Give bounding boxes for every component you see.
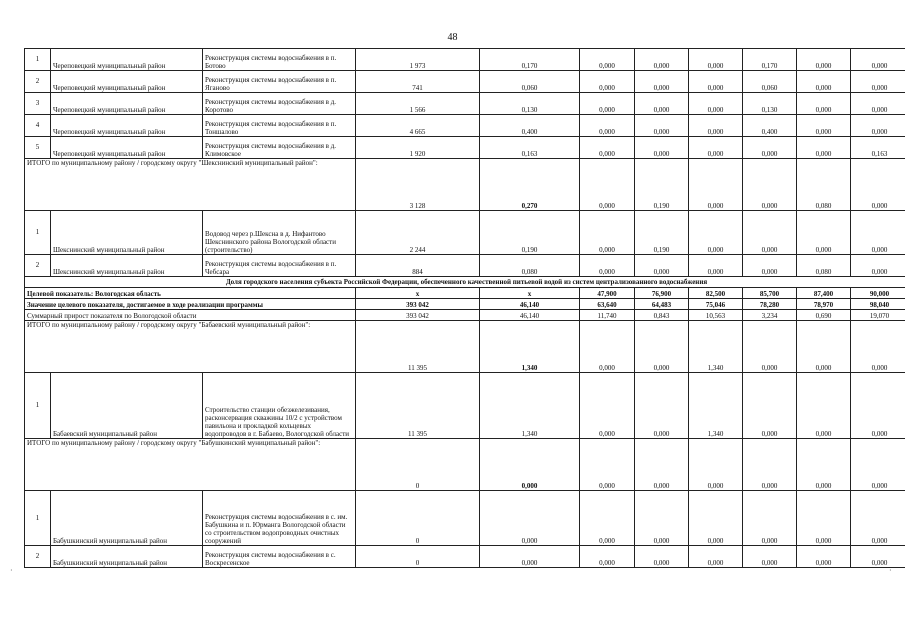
value-cell: 0,000 [797,71,851,93]
row-number: 1 [25,211,51,255]
table-row [25,49,905,71]
value-cell: 393 042 [356,310,480,321]
table-row [25,321,905,373]
table-row [25,373,905,439]
value-cell: 0,000 [797,115,851,137]
value-cell: 0,080 [797,255,851,277]
value-cell: 0,130 [480,93,580,115]
value-cell: 0,000 [689,137,743,159]
value-cell: 0,000 [797,546,851,568]
page-number: 48 [447,32,458,43]
table-row [25,255,905,277]
value-cell: 1 973 [356,49,480,71]
table-body [25,49,905,568]
value-cell: 0 [356,491,480,546]
value-cell: 0,000 [689,49,743,71]
value-cell: 0,000 [635,255,689,277]
table-row [25,491,905,546]
value-cell: 1 566 [356,93,480,115]
section-heading: Доля городского населения субъекта Российской Федерации, обеспеченного качественной питьевой водой из систем централизованного водоснабжения [25,277,905,288]
value-cell: 0,000 [635,93,689,115]
work-description-cell: Строительство станции обезжелезивания, расконсервация скважины 10/2 с устройством павильона и прокладкой кольцевых водопроводов в г. Бабаево, Вологодской области [203,373,356,439]
value-cell: x [356,288,480,299]
value-cell: 0,000 [743,546,797,568]
value-cell: 0,170 [480,49,580,71]
value-cell: 0,060 [743,71,797,93]
value-cell: 0,000 [689,255,743,277]
value-cell: 90,000 [851,288,905,299]
work-description-cell: Водовод через р.Шексна в д. Нифантово Шекснинского района Вологодской области (строительство) [203,211,356,255]
table-row [25,277,905,288]
value-cell: 0,000 [580,93,635,115]
value-cell: x [480,288,580,299]
table-row [25,439,905,491]
value-cell: 0,000 [635,137,689,159]
work-description-cell: Реконструкция системы водоснабжения в д. Климовское [203,137,356,159]
value-cell: 0,000 [635,373,689,439]
table-row [25,299,905,310]
row-number: 3 [25,93,51,115]
value-cell: 0,080 [797,159,851,211]
work-description-cell: Реконструкция системы водоснабжения в с. им. Бабушкина и п. Юрманга Вологодской области со строительством водопроводных очистных сооружений [203,491,356,546]
value-cell: 47,900 [580,288,635,299]
value-cell: 0,000 [635,439,689,491]
value-cell: 0,000 [743,439,797,491]
value-cell: 0,000 [689,439,743,491]
row-number: 2 [25,546,51,568]
value-cell: 0,000 [743,159,797,211]
district-cell: Череповецкий муниципальный район [51,137,203,159]
value-cell: 1,340 [480,373,580,439]
value-cell: 0,400 [743,115,797,137]
table-row [25,115,905,137]
value-cell: 0,060 [480,71,580,93]
value-cell: 78,970 [797,299,851,310]
table-row [25,93,905,115]
table-row [25,71,905,93]
value-cell: 0,000 [851,71,905,93]
district-cell: Череповецкий муниципальный район [51,49,203,71]
value-cell: 0,000 [797,137,851,159]
value-cell: 0,000 [480,546,580,568]
district-cell: Бабаевский муниципальный район [51,373,203,439]
work-description-cell: Реконструкция системы водоснабжения в д. Коротово [203,93,356,115]
value-cell: 76,900 [635,288,689,299]
edge-mark-right: · [889,566,892,575]
summary-label: Значение целевого показателя, достигаемое в ходе реализации программы [25,299,356,310]
value-cell: 0,000 [480,439,580,491]
table-row [25,546,905,568]
value-cell: 82,500 [689,288,743,299]
value-cell: 0,000 [580,546,635,568]
value-cell: 0,130 [743,93,797,115]
row-number: 2 [25,71,51,93]
value-cell: 0,163 [480,137,580,159]
row-number: 1 [25,49,51,71]
value-cell: 46,140 [480,299,580,310]
value-cell: 0,170 [743,49,797,71]
value-cell: 46,140 [480,310,580,321]
value-cell: 0,000 [689,211,743,255]
district-cell: Череповецкий муниципальный район [51,115,203,137]
value-cell: 741 [356,71,480,93]
value-cell: 0,000 [743,373,797,439]
value-cell: 75,046 [689,299,743,310]
work-description-cell: Реконструкция системы водоснабжения в п. Ботово [203,49,356,71]
value-cell: 0,000 [635,115,689,137]
district-cell: Бабушкинский муниципальный район [51,546,203,568]
value-cell: 0,000 [851,491,905,546]
district-cell: Шекснинский муниципальный район [51,255,203,277]
value-cell: 884 [356,255,480,277]
district-cell: Шекснинский муниципальный район [51,211,203,255]
value-cell: 0,000 [580,71,635,93]
row-number: 5 [25,137,51,159]
value-cell: 0,000 [743,211,797,255]
value-cell: 0,000 [689,71,743,93]
value-cell: 0,000 [580,439,635,491]
water-supply-table [24,48,905,568]
value-cell: 19,070 [851,310,905,321]
value-cell: 0,163 [851,137,905,159]
district-cell: Череповецкий муниципальный район [51,93,203,115]
value-cell: 1 920 [356,137,480,159]
value-cell: 0,000 [797,93,851,115]
value-cell: 11 395 [356,321,480,373]
value-cell: 0,000 [851,255,905,277]
table-row [25,211,905,255]
value-cell: 0,000 [635,321,689,373]
value-cell: 0,000 [635,491,689,546]
value-cell: 0,000 [580,49,635,71]
value-cell: 0,000 [635,71,689,93]
value-cell: 0,000 [743,321,797,373]
value-cell: 0,000 [635,49,689,71]
value-cell: 0,080 [480,255,580,277]
value-cell: 0,000 [580,159,635,211]
value-cell: 0,000 [580,321,635,373]
summary-label: Целевой показатель: Вологодская область [25,288,356,299]
district-cell: Череповецкий муниципальный район [51,71,203,93]
value-cell: 11,740 [580,310,635,321]
value-cell: 0,000 [797,321,851,373]
value-cell: 85,700 [743,288,797,299]
value-cell: 0,000 [743,491,797,546]
value-cell: 98,040 [851,299,905,310]
value-cell: 0,000 [851,439,905,491]
value-cell: 1,340 [480,321,580,373]
value-cell: 0,000 [689,93,743,115]
value-cell: 0,000 [797,491,851,546]
value-cell: 0,000 [580,137,635,159]
table-row [25,159,905,211]
value-cell: 0,000 [480,491,580,546]
table-row [25,310,905,321]
edge-mark-left: · [10,566,13,575]
value-cell: 0,690 [797,310,851,321]
value-cell: 0,000 [580,115,635,137]
value-cell: 0,400 [480,115,580,137]
value-cell: 0,000 [580,211,635,255]
value-cell: 0,000 [743,137,797,159]
value-cell: 0,000 [851,93,905,115]
value-cell: 2 244 [356,211,480,255]
value-cell: 0 [356,439,480,491]
value-cell: 11 395 [356,373,480,439]
value-cell: 0,000 [851,321,905,373]
value-cell: 0,000 [580,255,635,277]
value-cell: 0,190 [635,211,689,255]
value-cell: 0,000 [851,115,905,137]
row-number: 4 [25,115,51,137]
value-cell: 0,270 [480,159,580,211]
value-cell: 0,000 [580,373,635,439]
value-cell: 393 042 [356,299,480,310]
value-cell: 0,000 [743,255,797,277]
value-cell: 0,000 [797,49,851,71]
work-description-cell: Реконструкция системы водоснабжения в с. Воскресенское [203,546,356,568]
work-description-cell: Реконструкция системы водоснабжения в п. Ягановo [203,71,356,93]
summary-label: Суммарный прирост показателя по Вологодской области [25,310,356,321]
value-cell: 78,280 [743,299,797,310]
value-cell: 0,000 [851,159,905,211]
row-number: 1 [25,373,51,439]
work-description-cell: Реконструкция системы водоснабжения в п. Тоншалово [203,115,356,137]
value-cell: 0,000 [689,159,743,211]
itogo-label: ИТОГО по муниципальному району / городскому округу "Шекснинский муниципальный район": [25,159,356,211]
value-cell: 0,000 [580,491,635,546]
itogo-label: ИТОГО по муниципальному району / городскому округу "Бабушкинский муниципальный район": [25,439,356,491]
itogo-label: ИТОГО по муниципальному району / городскому округу "Бабаевский муниципальный район": [25,321,356,373]
value-cell: 0,000 [851,546,905,568]
value-cell: 0 [356,546,480,568]
value-cell: 0,000 [851,373,905,439]
value-cell: 3,234 [743,310,797,321]
value-cell: 0,843 [635,310,689,321]
value-cell: 3 128 [356,159,480,211]
value-cell: 64,483 [635,299,689,310]
value-cell: 0,000 [635,546,689,568]
value-cell: 0,000 [797,439,851,491]
value-cell: 0,000 [689,546,743,568]
value-cell: 0,190 [480,211,580,255]
value-cell: 63,640 [580,299,635,310]
value-cell: 0,000 [851,211,905,255]
value-cell: 1,340 [689,373,743,439]
table-row [25,288,905,299]
value-cell: 0,190 [635,159,689,211]
work-description-cell: Реконструкция системы водоснабжения в п. Чебсара [203,255,356,277]
district-cell: Бабушкинский муниципальный район [51,491,203,546]
row-number: 2 [25,255,51,277]
row-number: 1 [25,491,51,546]
value-cell: 10,563 [689,310,743,321]
value-cell: 0,000 [851,49,905,71]
value-cell: 0,000 [797,373,851,439]
value-cell: 0,000 [797,211,851,255]
value-cell: 87,400 [797,288,851,299]
value-cell: 0,000 [689,491,743,546]
value-cell: 4 665 [356,115,480,137]
table-row [25,137,905,159]
value-cell: 0,000 [689,115,743,137]
value-cell: 1,340 [689,321,743,373]
